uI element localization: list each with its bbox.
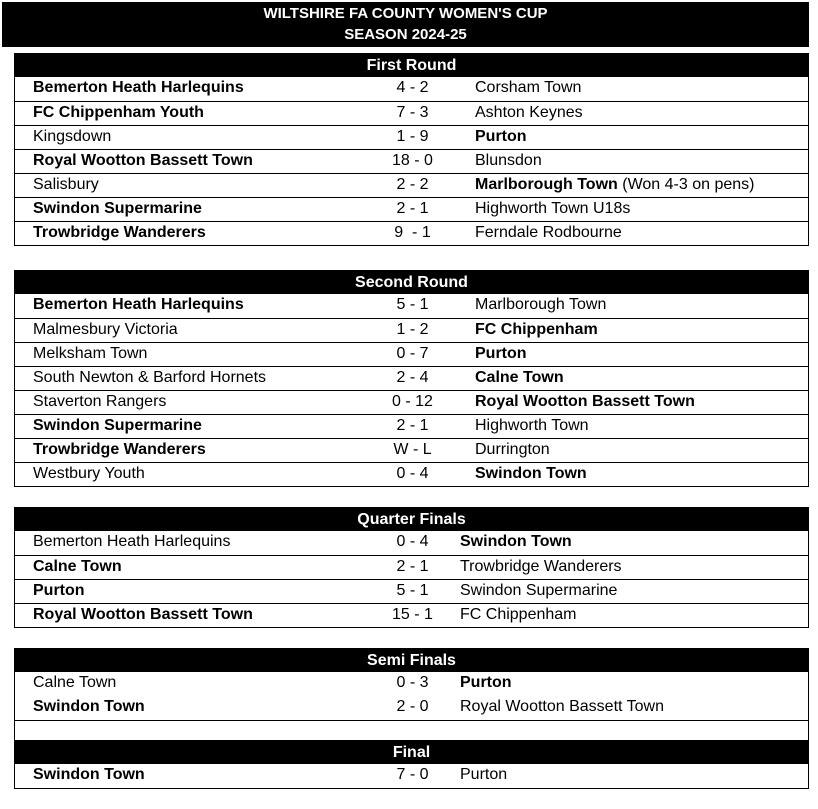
match-row <box>15 390 808 414</box>
home-team: Bemerton Heath Harlequins <box>33 79 244 96</box>
title-line-2: SEASON 2024-25 <box>344 26 467 43</box>
round-header: Semi Finals <box>15 649 808 672</box>
round-section-first <box>14 53 809 246</box>
score: 2 - 2 <box>396 176 429 193</box>
home-team: Kingsdown <box>33 128 112 145</box>
title-line-1: WILTSHIRE FA COUNTY WOMEN'S CUP <box>263 5 548 22</box>
home-team: Melksham Town <box>33 345 148 362</box>
score: 2 - 0 <box>396 698 429 715</box>
away-team: FC Chippenham <box>475 321 598 338</box>
round-header: First Round <box>15 54 808 77</box>
round-header: Quarter Finals <box>15 508 808 531</box>
match-row <box>15 414 808 438</box>
match-row <box>15 579 808 603</box>
away-team: Swindon Supermarine <box>460 582 618 599</box>
home-team: Royal Wootton Bassett Town <box>33 152 253 169</box>
page-title <box>2 2 809 47</box>
home-team: Swindon Supermarine <box>33 200 202 217</box>
home-team: Trowbridge Wanderers <box>33 224 206 241</box>
match-row <box>15 197 808 221</box>
match-row <box>15 318 808 342</box>
home-team: Calne Town <box>33 674 117 691</box>
home-team: Swindon Town <box>33 766 145 783</box>
match-row <box>15 531 808 555</box>
home-team: Trowbridge Wanderers <box>33 441 206 458</box>
away-team: Purton <box>475 128 527 145</box>
score: 5 - 1 <box>396 296 429 313</box>
home-team: Royal Wootton Bassett Town <box>33 606 253 623</box>
away-team-cell <box>475 174 754 196</box>
home-team: Bemerton Heath Harlequins <box>33 533 231 550</box>
match-row <box>15 173 808 197</box>
away-team: Purton <box>475 345 527 362</box>
score: 0 - 4 <box>396 533 429 550</box>
away-team: Royal Wootton Bassett Town <box>475 393 695 410</box>
score: 18 - 0 <box>392 152 433 169</box>
away-team: Ferndale Rodbourne <box>475 224 622 241</box>
round-section-final <box>14 740 809 789</box>
score: 1 - 2 <box>396 321 429 338</box>
away-team: Corsham Town <box>475 79 582 96</box>
score: 0 - 3 <box>396 674 429 691</box>
match-row <box>15 294 808 318</box>
away-team: Calne Town <box>475 369 564 386</box>
away-team: Marlborough Town <box>475 176 618 193</box>
home-team: Purton <box>33 582 85 599</box>
score: 0 - 7 <box>396 345 429 362</box>
round-header: Final <box>15 741 808 764</box>
match-row <box>15 77 808 101</box>
home-team: Bemerton Heath Harlequins <box>33 296 244 313</box>
home-team: Swindon Town <box>33 698 145 715</box>
score: 2 - 1 <box>396 417 429 434</box>
away-team: Marlborough Town <box>475 296 607 313</box>
home-team: Malmesbury Victoria <box>33 321 178 338</box>
match-row <box>15 696 808 720</box>
score: 9 - 1 <box>394 224 431 241</box>
score: 1 - 9 <box>396 128 429 145</box>
score: 0 - 4 <box>396 465 429 482</box>
round-header: Second Round <box>15 271 808 294</box>
away-team: Purton <box>460 674 512 691</box>
match-row <box>15 101 808 125</box>
home-team: Calne Town <box>33 558 122 575</box>
score: 15 - 1 <box>392 606 433 623</box>
away-team: Swindon Town <box>475 465 587 482</box>
away-team: Royal Wootton Bassett Town <box>460 698 664 715</box>
score: 2 - 1 <box>396 200 429 217</box>
match-row <box>15 555 808 579</box>
home-team: Westbury Youth <box>33 465 145 482</box>
score: 7 - 3 <box>396 104 429 121</box>
score: 2 - 4 <box>396 369 429 386</box>
score: 2 - 1 <box>396 558 429 575</box>
away-team: Swindon Town <box>460 533 572 550</box>
match-row <box>15 342 808 366</box>
match-row <box>15 462 808 486</box>
round-section-semi-finals <box>14 648 809 745</box>
home-team: FC Chippenham Youth <box>33 104 204 121</box>
away-team: Highworth Town <box>475 417 589 434</box>
score: W - L <box>393 441 432 458</box>
away-team: Blunsdon <box>475 152 542 169</box>
round-section-quarter-finals <box>14 507 809 628</box>
home-team: Swindon Supermarine <box>33 417 202 434</box>
score: 4 - 2 <box>396 79 429 96</box>
score: 5 - 1 <box>396 582 429 599</box>
match-row <box>15 603 808 627</box>
score: 0 - 12 <box>392 393 433 410</box>
round-section-second <box>14 270 809 487</box>
penalty-note: (Won 4-3 on pens) <box>617 176 755 193</box>
match-row <box>15 221 808 245</box>
score: 7 - 0 <box>396 766 429 783</box>
home-team: Staverton Rangers <box>33 393 167 410</box>
away-team: Trowbridge Wanderers <box>460 558 622 575</box>
away-team: Ashton Keynes <box>475 104 583 121</box>
match-row <box>15 125 808 149</box>
away-team: Purton <box>460 766 508 783</box>
match-row <box>15 438 808 462</box>
away-team: Highworth Town U18s <box>475 200 631 217</box>
match-row <box>15 764 808 788</box>
away-team: FC Chippenham <box>460 606 577 623</box>
away-team: Durrington <box>475 441 550 458</box>
home-team: Salisbury <box>33 176 99 193</box>
match-row <box>15 672 808 696</box>
home-team: South Newton & Barford Hornets <box>33 369 267 386</box>
match-row <box>15 149 808 173</box>
match-row <box>15 366 808 390</box>
